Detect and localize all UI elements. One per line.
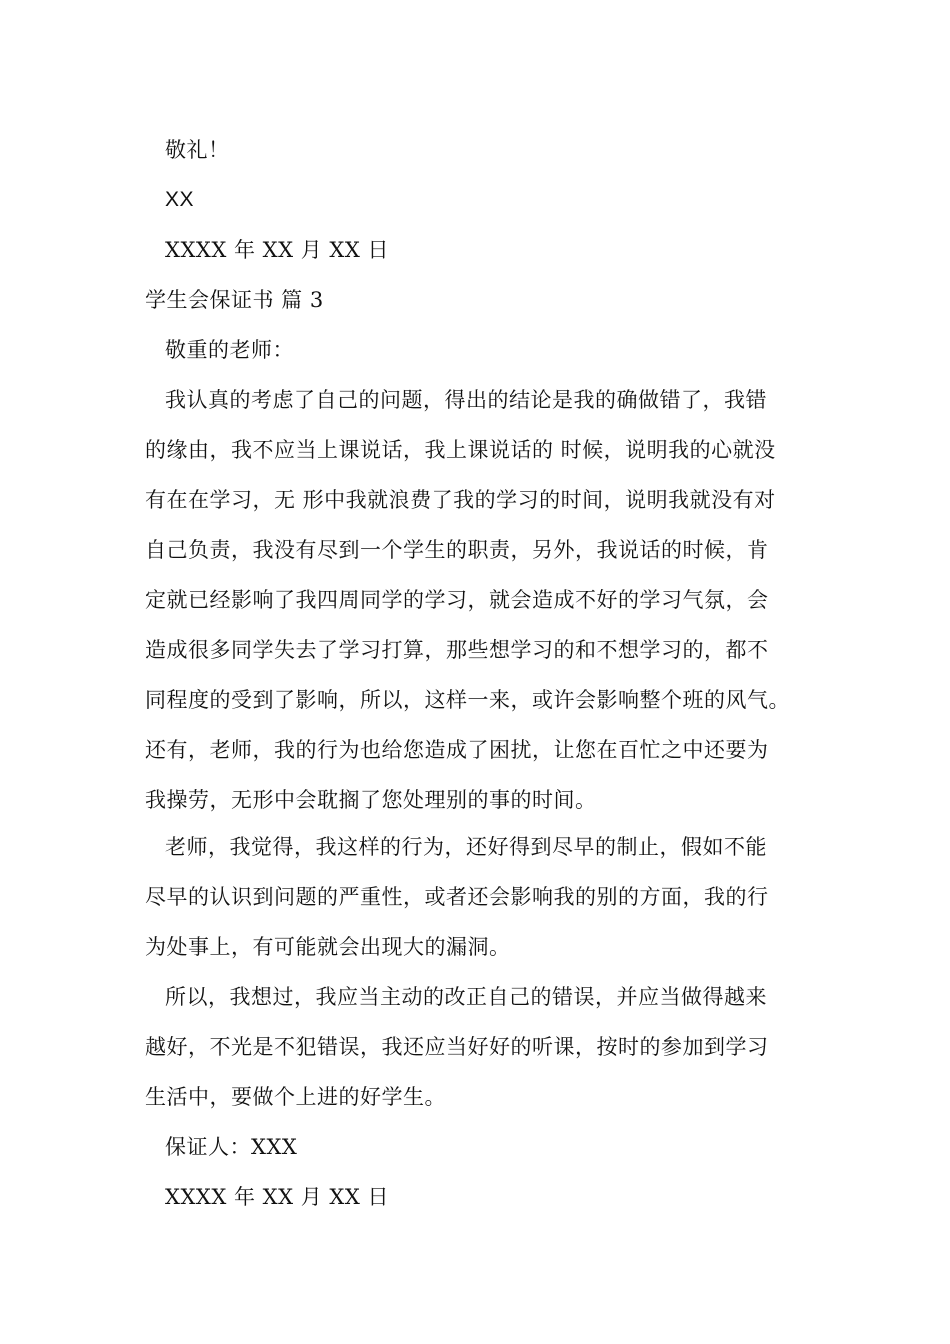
paragraph-1-line: 定就已经影响了我四周同学的学习，就会造成不好的学习气氛，会 <box>145 588 769 612</box>
paragraph-3-line: 生活中，要做个上进的好学生。 <box>145 1085 446 1109</box>
paragraph-1-line: 同程度的受到了影响，所以，这样一来，或许会影响整个班的风气。 <box>145 688 790 712</box>
paragraph-1-line: 造成很多同学失去了学习打算，那些想学习的和不想学习的，都不 <box>145 638 769 662</box>
paragraph-1-line: 的缘由，我不应当上课说话，我上课说话的 时候，说明我的心就没 <box>145 438 776 462</box>
paragraph-3-line: 所以，我想过，我应当主动的改正自己的错误，并应当做得越来 <box>165 985 767 1009</box>
paragraph-1-line: 我认真的考虑了自己的问题，得出的结论是我的确做错了，我错 <box>165 388 767 412</box>
paragraph-1-line: 还有，老师，我的行为也给您造成了困扰，让您在百忙之中还要为 <box>145 738 769 762</box>
paragraph-2-line: 尽早的认识到问题的严重性，或者还会影响我的别的方面，我的行 <box>145 885 769 909</box>
paragraph-1-line: 自己负责，我没有尽到一个学生的职责，另外，我说话的时候，肯 <box>145 538 769 562</box>
paragraph-1-line: 有在在学习，无 形中我就浪费了我的学习的时间，说明我就没有对 <box>145 488 776 512</box>
greeting: 敬重的老师： <box>165 338 294 362</box>
guarantee-date: XXXX 年 XX 月 XX 日 <box>165 1185 389 1209</box>
paragraph-3-line: 越好，不光是不犯错误，我还应当好好的听课，按时的参加到学习 <box>145 1035 769 1059</box>
paragraph-1-line: 我操劳，无形中会耽搁了您处理别的事的时间。 <box>145 788 597 812</box>
paragraph-2-line: 老师，我觉得，我这样的行为，还好得到尽早的制止，假如不能 <box>165 835 767 859</box>
closing-signature: XX <box>165 188 195 211</box>
guarantor-signature: 保证人：XXX <box>165 1135 298 1159</box>
paragraph-2-line: 为处事上，有可能就会出现大的漏洞。 <box>145 935 511 959</box>
closing-salute: 敬礼！ <box>165 138 230 162</box>
closing-date: XXXX 年 XX 月 XX 日 <box>165 238 389 262</box>
section-title: 学生会保证书 篇 3 <box>145 288 324 312</box>
